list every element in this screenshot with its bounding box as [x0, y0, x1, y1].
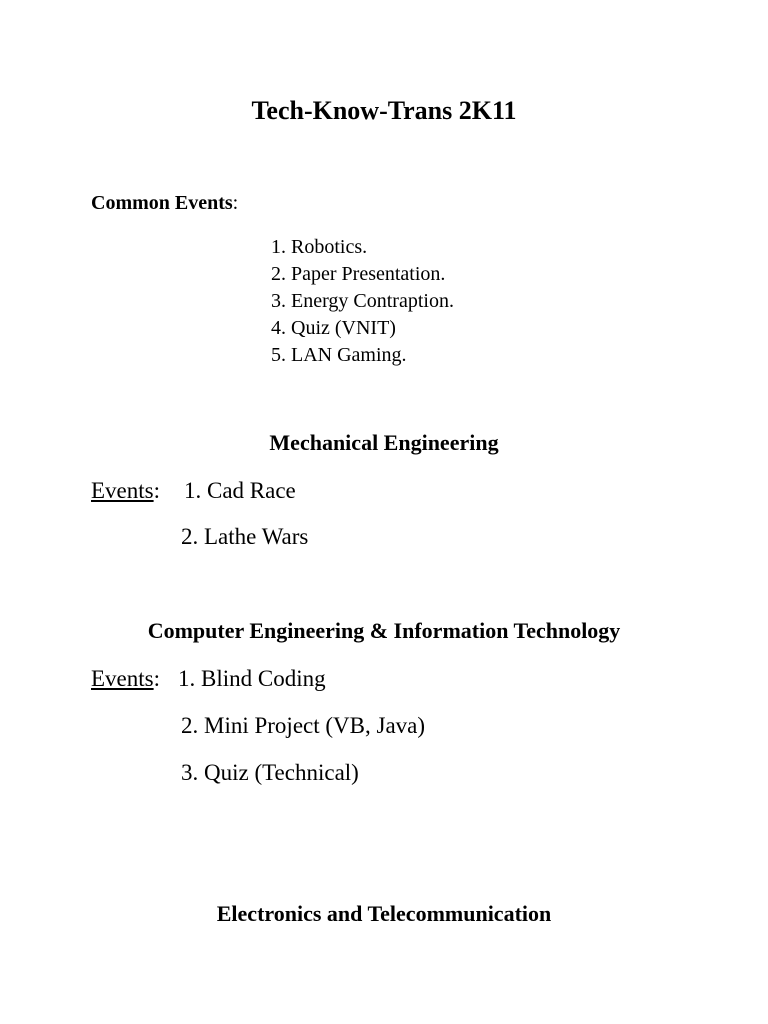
computer-event-item: 2. Mini Project (VB, Java): [181, 713, 426, 738]
events-colon: :: [153, 666, 160, 691]
list-item: 5. LAN Gaming.: [271, 344, 407, 366]
computer-events-label: [91, 664, 160, 694]
events-label-text: Events: [91, 478, 154, 503]
mechanical-event-item: 1. Cad Race: [184, 478, 296, 503]
common-events-colon: :: [232, 192, 239, 214]
mechanical-event-item: 2. Lathe Wars: [181, 524, 309, 549]
common-events-list: [271, 234, 454, 369]
events-colon: :: [153, 478, 160, 503]
document-title: Tech-Know-Trans 2K11: [251, 96, 517, 125]
mechanical-events-label: [91, 476, 160, 506]
list-item: 2. Paper Presentation.: [271, 263, 446, 285]
electronics-heading: Electronics and Telecommunication: [216, 901, 552, 926]
list-item: 3. Energy Contraption.: [271, 290, 454, 312]
computer-event-item: 1. Blind Coding: [178, 666, 326, 691]
common-events-label-text: Common Events: [91, 192, 233, 214]
computer-heading: Computer Engineering & Information Technology: [147, 618, 621, 643]
computer-event-item: 3. Quiz (Technical): [181, 760, 359, 785]
list-item: 1. Robotics.: [271, 236, 368, 258]
events-label-text: Events: [91, 666, 154, 691]
common-events-label: [91, 190, 238, 216]
mechanical-heading: Mechanical Engineering: [269, 430, 499, 455]
list-item: 4. Quiz (VNIT): [271, 317, 396, 339]
